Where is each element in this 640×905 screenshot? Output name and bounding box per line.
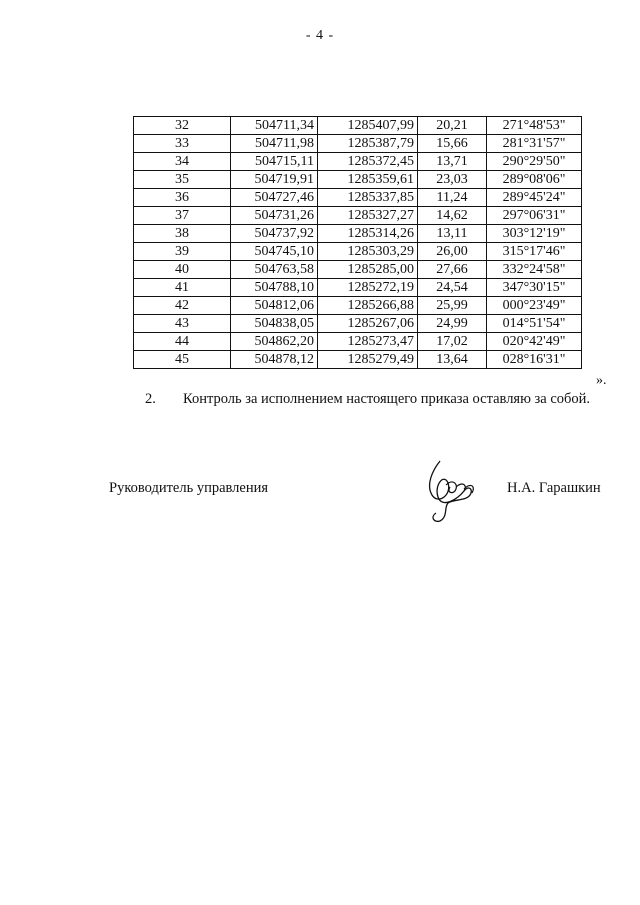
length-cell: 15,66 <box>418 135 487 153</box>
direction-angle-cell: 020°42'49" <box>487 333 582 351</box>
direction-angle-cell: 290°29'50" <box>487 153 582 171</box>
point-number-cell: 37 <box>134 207 231 225</box>
table-row <box>134 297 582 315</box>
point-number-cell: 33 <box>134 135 231 153</box>
point-number-cell: 45 <box>134 351 231 369</box>
direction-angle-cell: 289°08'06" <box>487 171 582 189</box>
table-row <box>134 135 582 153</box>
direction-angle-cell: 303°12'19" <box>487 225 582 243</box>
y-coordinate-cell: 1285387,79 <box>318 135 418 153</box>
length-cell: 13,64 <box>418 351 487 369</box>
y-coordinate-cell: 1285314,26 <box>318 225 418 243</box>
length-cell: 25,99 <box>418 297 487 315</box>
point-number-cell: 39 <box>134 243 231 261</box>
length-cell: 26,00 <box>418 243 487 261</box>
direction-angle-cell: 297°06'31" <box>487 207 582 225</box>
y-coordinate-cell: 1285279,49 <box>318 351 418 369</box>
length-cell: 14,62 <box>418 207 487 225</box>
point-number-cell: 36 <box>134 189 231 207</box>
table-row <box>134 225 582 243</box>
point-number-cell: 44 <box>134 333 231 351</box>
table-row <box>134 171 582 189</box>
direction-angle-cell: 347°30'15" <box>487 279 582 297</box>
point-number-cell: 38 <box>134 225 231 243</box>
x-coordinate-cell: 504711,98 <box>231 135 318 153</box>
point-number-cell: 43 <box>134 315 231 333</box>
signatory-position: Руководитель управления <box>109 480 269 496</box>
point-number-cell: 40 <box>134 261 231 279</box>
y-coordinate-cell: 1285267,06 <box>318 315 418 333</box>
table-row <box>134 243 582 261</box>
direction-angle-cell: 000°23'49" <box>487 297 582 315</box>
length-cell: 24,99 <box>418 315 487 333</box>
x-coordinate-cell: 504812,06 <box>231 297 318 315</box>
length-cell: 20,21 <box>418 117 487 135</box>
table-row <box>134 351 582 369</box>
y-coordinate-cell: 1285337,85 <box>318 189 418 207</box>
length-cell: 13,71 <box>418 153 487 171</box>
point-number-cell: 42 <box>134 297 231 315</box>
y-coordinate-cell: 1285372,45 <box>318 153 418 171</box>
order-item-2 <box>145 391 590 408</box>
direction-angle-cell: 271°48'53" <box>487 117 582 135</box>
order-item-number: 2. <box>145 391 156 407</box>
direction-angle-cell: 281°31'57" <box>487 135 582 153</box>
order-item-text: Контроль за исполнением настоящего приказа оставляю за собой. <box>183 391 591 407</box>
length-cell: 23,03 <box>418 171 487 189</box>
y-coordinate-cell: 1285285,00 <box>318 261 418 279</box>
point-number-cell: 41 <box>134 279 231 297</box>
coordinates-table-body <box>134 117 582 369</box>
table-row <box>134 117 582 135</box>
y-coordinate-cell: 1285272,19 <box>318 279 418 297</box>
x-coordinate-cell: 504711,34 <box>231 117 318 135</box>
x-coordinate-cell: 504862,20 <box>231 333 318 351</box>
y-coordinate-cell: 1285266,88 <box>318 297 418 315</box>
y-coordinate-cell: 1285359,61 <box>318 171 418 189</box>
table-row <box>134 153 582 171</box>
x-coordinate-cell: 504838,05 <box>231 315 318 333</box>
direction-angle-cell: 332°24'58" <box>487 261 582 279</box>
direction-angle-cell: 289°45'24" <box>487 189 582 207</box>
y-coordinate-cell: 1285327,27 <box>318 207 418 225</box>
x-coordinate-cell: 504715,11 <box>231 153 318 171</box>
table-row <box>134 279 582 297</box>
point-number-cell: 32 <box>134 117 231 135</box>
y-coordinate-cell: 1285303,29 <box>318 243 418 261</box>
closing-quote: ». <box>596 373 607 388</box>
x-coordinate-cell: 504737,92 <box>231 225 318 243</box>
x-coordinate-cell: 504763,58 <box>231 261 318 279</box>
direction-angle-cell: 014°51'54" <box>487 315 582 333</box>
table-row <box>134 315 582 333</box>
x-coordinate-cell: 504788,10 <box>231 279 318 297</box>
y-coordinate-cell: 1285273,47 <box>318 333 418 351</box>
coordinates-table <box>133 116 582 369</box>
direction-angle-cell: 028°16'31" <box>487 351 582 369</box>
table-row <box>134 207 582 225</box>
x-coordinate-cell: 504745,10 <box>231 243 318 261</box>
length-cell: 17,02 <box>418 333 487 351</box>
x-coordinate-cell: 504727,46 <box>231 189 318 207</box>
point-number-cell: 35 <box>134 171 231 189</box>
x-coordinate-cell: 504719,91 <box>231 171 318 189</box>
length-cell: 13,11 <box>418 225 487 243</box>
page-number: - 4 - <box>305 28 335 43</box>
length-cell: 11,24 <box>418 189 487 207</box>
y-coordinate-cell: 1285407,99 <box>318 117 418 135</box>
table-row <box>134 333 582 351</box>
signatory-name: Н.А. Гарашкин <box>507 480 601 496</box>
direction-angle-cell: 315°17'46" <box>487 243 582 261</box>
handwritten-signature-icon <box>418 455 484 525</box>
x-coordinate-cell: 504878,12 <box>231 351 318 369</box>
table-row <box>134 189 582 207</box>
x-coordinate-cell: 504731,26 <box>231 207 318 225</box>
table-row <box>134 261 582 279</box>
length-cell: 24,54 <box>418 279 487 297</box>
point-number-cell: 34 <box>134 153 231 171</box>
length-cell: 27,66 <box>418 261 487 279</box>
